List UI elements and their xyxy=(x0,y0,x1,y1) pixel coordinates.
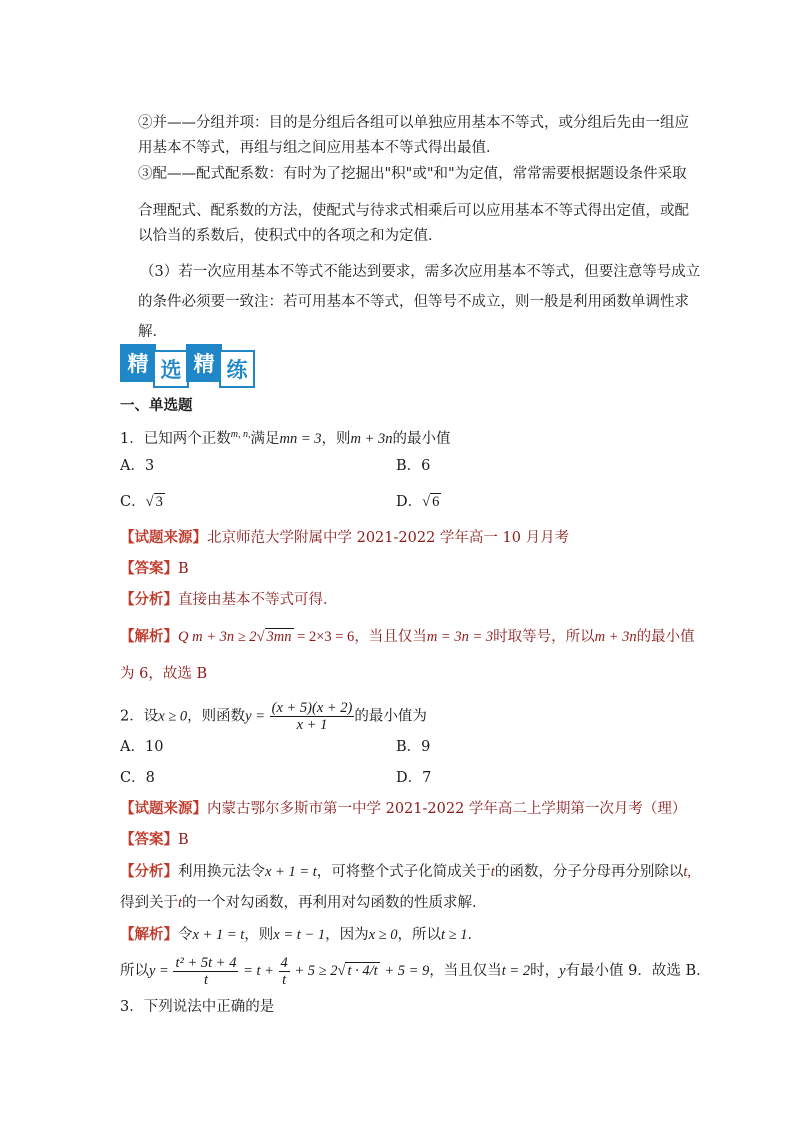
q1-stem xyxy=(120,425,451,449)
q2-fraction-num: (x + 5)(x + 2) xyxy=(271,700,353,716)
q1-solution xyxy=(120,627,695,647)
intro-line-2: 用基本不等式，再组与组之间应用基本不等式得出最值． xyxy=(138,140,501,156)
q2-analysis-label: 【分析】 xyxy=(120,863,178,880)
q1-option-d-val: 6 xyxy=(432,494,440,510)
intro-line-1: ②并——分组并项：目的是分组后各组可以单独应用基本不等式，或分组后先由一组应 xyxy=(138,115,689,131)
q2-solution-a: 令 xyxy=(178,927,193,943)
q1-analysis xyxy=(120,590,338,610)
q2-source xyxy=(120,799,686,819)
q2-l2-rad: t · 4/t xyxy=(347,963,378,979)
q2-analysis-line-2 xyxy=(120,893,487,913)
q2-answer-value: B xyxy=(178,832,189,848)
intro-line-6: （3）若一次应用基本不等式不能达到要求，需多次应用基本不等式，但要注意等号成立 xyxy=(140,264,701,280)
q1-stem-a: 1．已知两个正数 xyxy=(120,430,231,447)
q1-option-a: A．3 xyxy=(120,458,155,474)
q1-solution-g: 的最小值 xyxy=(636,629,695,645)
q2-l2-d: 有最小值 9．故选 B． xyxy=(565,963,711,979)
q1-solution-a: Q m + 3n ≥ 2 xyxy=(178,629,257,645)
q2-option-a: A．10 xyxy=(120,739,164,755)
q2-option-c: C．8 xyxy=(120,770,155,786)
q2-analysis-sub: x + 1 = t xyxy=(265,864,317,880)
q1-cond: mn = 3 xyxy=(279,430,322,447)
q2-answer xyxy=(120,830,189,850)
q2-l2-yv: y xyxy=(559,963,566,979)
q1-stem-d: 的最小值 xyxy=(392,430,451,447)
q1-solution-sqrt: √ 3mn xyxy=(256,629,292,645)
q2-analysis-l2t: t xyxy=(178,895,183,911)
q2-analysis-c: 的函数，分子分母再分别除以 xyxy=(494,864,684,880)
q2-fraction xyxy=(270,700,355,733)
intro-line-7: 的条件必须要一致注：若可用基本不等式，但等号不成立，则一般是利用函数单调性求 xyxy=(138,294,689,310)
q2-source-value: 内蒙古鄂尔多斯市第一中学 2021-2022 学年高二上学期第一次月考（理） xyxy=(207,801,687,817)
q2-solution-t: t ≥ 1 xyxy=(441,927,468,943)
q1-solution-d: m = 3n = 3 xyxy=(426,629,494,645)
q2-solution-e: ． xyxy=(467,927,482,943)
q2-solution-cond: x ≥ 0 xyxy=(368,927,398,943)
q2-solution-c: ，因为 xyxy=(325,927,369,943)
q2-l2-fraction-2 xyxy=(279,955,290,988)
q1-option-d-label: D． xyxy=(396,494,423,510)
q1-source-label: 【试题来源】 xyxy=(120,529,207,546)
q2-solution xyxy=(120,925,482,945)
q2-solution-label: 【解析】 xyxy=(120,926,178,943)
section-badge xyxy=(120,344,254,382)
intro-line-4: 合理配式、配系数的方法，使配式与待求式相乘后可以应用基本不等式得出定值，或配 xyxy=(138,203,689,219)
q2-solution-sub: x + 1 = t xyxy=(192,927,245,943)
q2-answer-label: 【答案】 xyxy=(120,831,178,848)
q1-solution-e: 时取等号，所以 xyxy=(493,629,595,645)
q1-solution-f: m + 3n xyxy=(594,629,637,645)
q1-solution-rad: 3mn xyxy=(266,629,292,645)
q1-solution-b: = 2×3 = 6 xyxy=(293,629,355,645)
q2-solution-b: ，则 xyxy=(244,927,274,943)
q2-l2-b: ，当且仅当 xyxy=(429,963,502,979)
q2-l2-sqrt: √ t · 4/t xyxy=(337,963,378,979)
badge-char-4: 练 xyxy=(219,350,255,388)
q2-l2-num1: t² + 5t + 4 xyxy=(175,954,237,971)
q2-l2-mid2: + 5 ≥ 2 xyxy=(294,963,338,979)
q1-option-d xyxy=(396,492,441,512)
intro-line-8: 解． xyxy=(138,324,167,340)
q2-l2-fraction-1 xyxy=(173,955,238,988)
q1-solution-line-2: 为 6，故选 B xyxy=(120,666,208,682)
q1-answer xyxy=(120,559,189,579)
q1-option-d-sqrt: √ 6 xyxy=(422,494,440,510)
q1-option-c-sqrt: √ 3 xyxy=(145,494,163,510)
q1-stem-b: 满足 xyxy=(250,430,280,447)
q2-solution-x: x = t − 1 xyxy=(273,927,326,943)
q2-l2-c: 时， xyxy=(530,963,560,979)
q2-analysis-l2b: 的一个对勾函数，再利用对勾函数的性质求解． xyxy=(182,895,487,911)
badge-char-2: 选 xyxy=(153,350,189,388)
q1-analysis-label: 【分析】 xyxy=(120,591,178,608)
q1-option-c xyxy=(120,492,165,512)
q2-l2-num2: 4 xyxy=(280,954,288,971)
q2-solution-d: ，所以 xyxy=(397,927,441,943)
intro-line-5: 以恰当的系数后，使积式中的各项之和为定值． xyxy=(138,228,443,244)
q2-fraction-den: x + 1 xyxy=(296,717,328,733)
q2-stem-c: 的最小值为 xyxy=(354,708,427,725)
badge-char-3: 精 xyxy=(186,344,222,382)
q2-analysis xyxy=(120,862,691,882)
q2-stem-b: ，则函数 xyxy=(187,708,246,725)
q1-option-b: B．6 xyxy=(396,458,431,474)
q2-source-label: 【试题来源】 xyxy=(120,800,207,817)
q1-answer-value: B xyxy=(178,561,189,577)
intro-line-3: ③配——配式配系数：有时为了挖掘出"积"或"和"为定值，常常需要根据题设条件采取 xyxy=(138,166,687,182)
q2-analysis-t: t xyxy=(490,864,495,880)
q2-l2-a: 所以 xyxy=(120,963,149,979)
q2-analysis-l2a: 得到关于 xyxy=(120,895,178,911)
q2-solution-line-2 xyxy=(120,954,711,988)
q2-stem xyxy=(120,700,427,733)
q1-option-c-label: C． xyxy=(120,494,146,510)
q2-l2-den2: t xyxy=(282,971,287,988)
q2-option-b: B．9 xyxy=(396,739,431,755)
q2-analysis-b: ，可将整个式子化简成关于 xyxy=(316,864,491,880)
q1-source xyxy=(120,528,569,548)
q1-solution-label: 【解析】 xyxy=(120,628,178,645)
q2-stem-a: 2．设 xyxy=(120,708,159,725)
q1-expr: m + 3n xyxy=(350,430,393,447)
q1-analysis-value: 直接由基本不等式可得． xyxy=(178,592,338,608)
q1-stem-c: ，则 xyxy=(321,430,351,447)
q3-stem: 3．下列说法中正确的是 xyxy=(120,999,275,1015)
q2-analysis-a: 利用换元法令 xyxy=(178,864,265,880)
q2-l2-t2: t = 2 xyxy=(501,963,531,979)
section-title: 一、单选题 xyxy=(120,398,193,414)
q2-cond: x ≥ 0 xyxy=(158,708,188,725)
q1-source-value: 北京师范大学附属中学 2021-2022 学年高一 10 月月考 xyxy=(207,530,570,546)
q2-analysis-t2: t, xyxy=(683,864,691,880)
q1-vars: m, n, xyxy=(230,429,251,440)
q2-l2-mid: = t + xyxy=(243,963,274,979)
badge-char-1: 精 xyxy=(120,344,156,382)
q1-option-c-val: 3 xyxy=(155,494,163,510)
q2-l2-den1: t xyxy=(203,971,208,988)
q2-option-d: D．7 xyxy=(396,770,432,786)
q2-l2-end: + 5 = 9 xyxy=(384,963,430,979)
q1-answer-label: 【答案】 xyxy=(120,560,178,577)
q2-l2-y: y = xyxy=(149,963,169,979)
q1-solution-c: ，当且仅当 xyxy=(354,629,427,645)
q2-y-eq: y = xyxy=(245,708,265,725)
